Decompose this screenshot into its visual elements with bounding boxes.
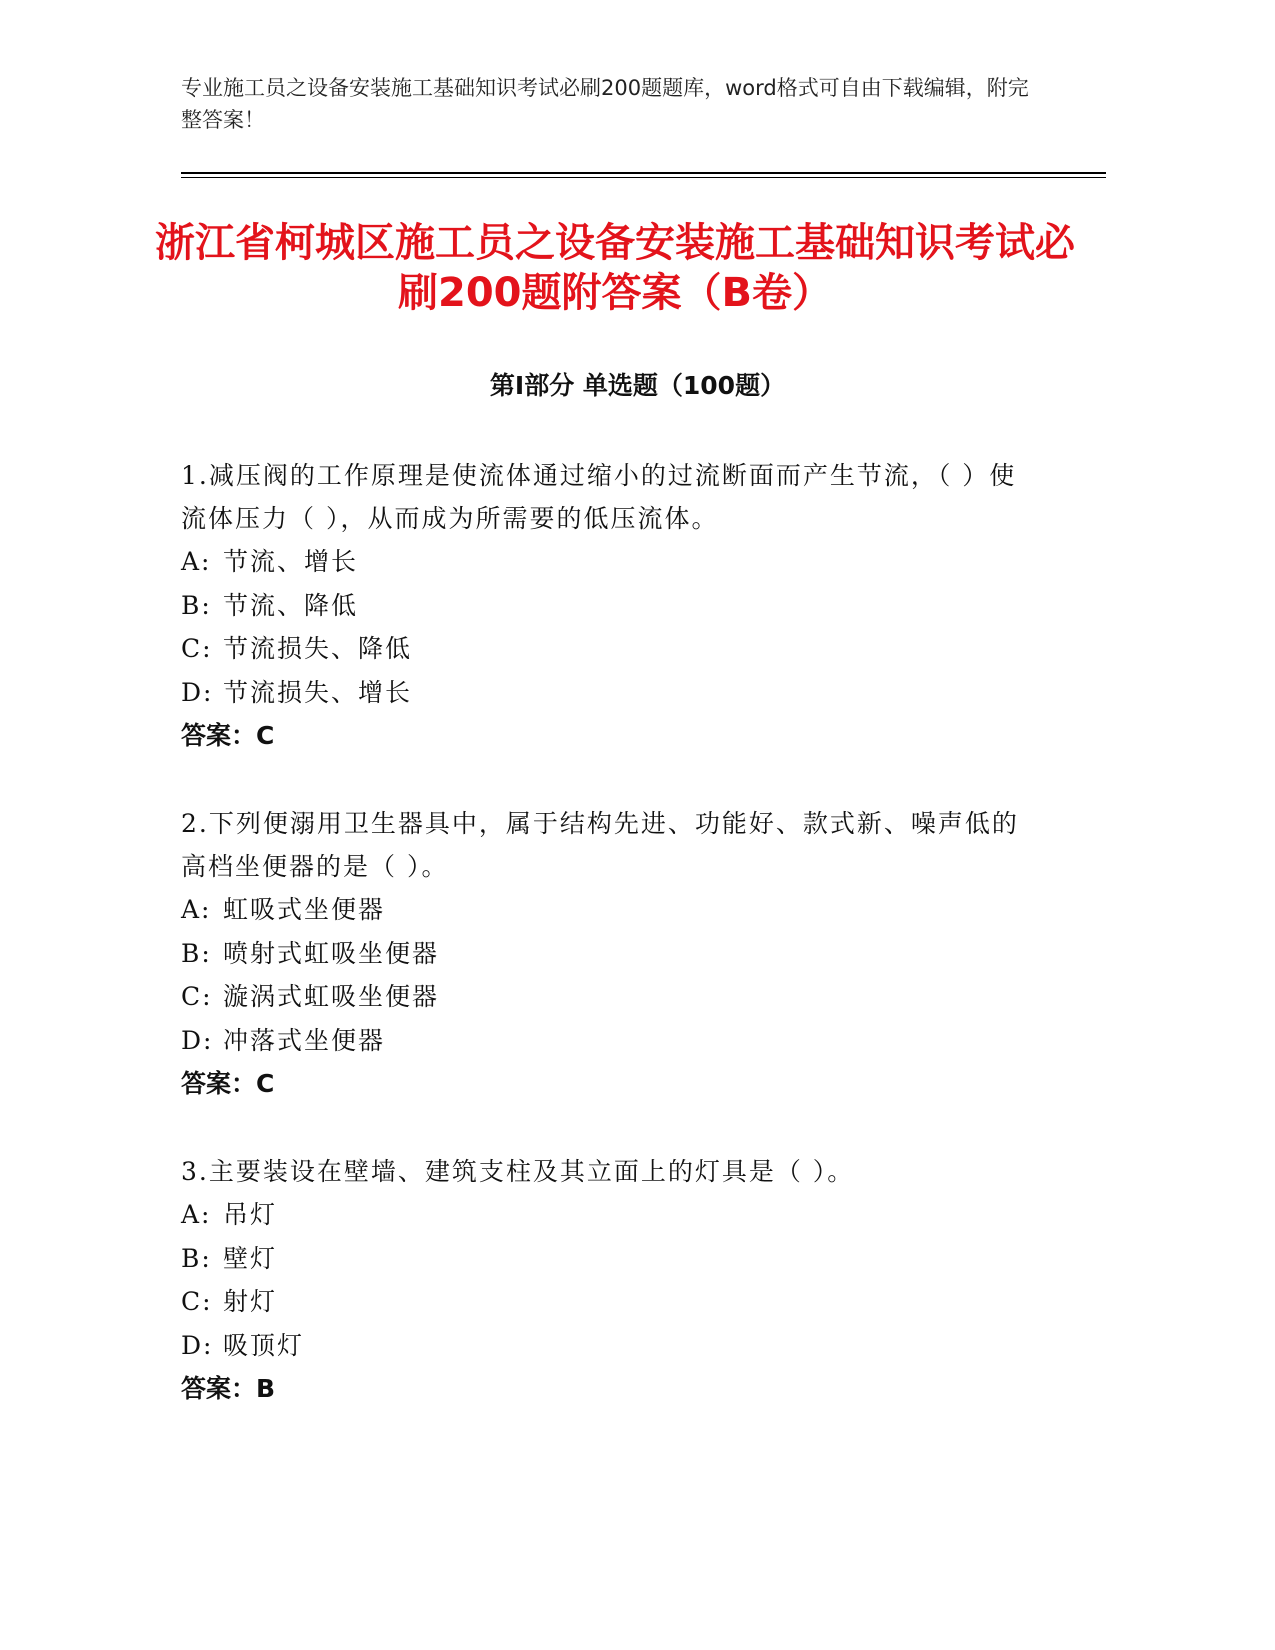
- option-d: [181, 1324, 1041, 1368]
- question-block: [181, 1150, 1041, 1411]
- option-c: [181, 1280, 1041, 1324]
- option-letter: C:: [181, 982, 213, 1011]
- option-b: [181, 932, 1041, 976]
- option-letter: D:: [181, 1025, 214, 1055]
- header-divider-thin: [181, 177, 1106, 178]
- option-letter: A:: [181, 895, 212, 924]
- option-letter: B:: [181, 590, 212, 620]
- option-text: 吊灯: [223, 1200, 278, 1229]
- option-text: 吸顶灯: [223, 1330, 305, 1360]
- header-divider-thick: [181, 172, 1106, 174]
- option-text: 壁灯: [223, 1243, 278, 1273]
- option-text: 节流损失、增长: [223, 677, 413, 707]
- option-text: 射灯: [223, 1287, 278, 1316]
- option-letter: A:: [181, 547, 212, 576]
- question-block: [181, 454, 1041, 758]
- option-text: 节流、增长: [223, 547, 359, 576]
- option-letter: B:: [181, 1243, 212, 1273]
- question-text: 1.减压阀的工作原理是使流体通过缩小的过流断面而产生节流，（ ）使流体压力（ ），从而成为所需要的低压流体。: [181, 461, 1017, 533]
- option-a: [181, 1193, 1041, 1237]
- option-a: [181, 888, 1041, 932]
- document-title: 浙江省柯城区施工员之设备安装施工基础知识考试必刷200题附答案（B卷）: [155, 220, 1075, 316]
- option-text: 虹吸式坐便器: [223, 895, 386, 924]
- option-letter: C:: [181, 634, 213, 663]
- header-note: 专业施工员之设备安装施工基础知识考试必刷200题题库，word格式可自由下载编辑，附完整答案！: [181, 76, 1029, 132]
- option-letter: D:: [181, 677, 214, 707]
- answer-line: 答案：C: [181, 721, 275, 750]
- option-c: [181, 975, 1041, 1019]
- option-d: [181, 1019, 1041, 1063]
- option-letter: A:: [181, 1200, 212, 1229]
- question-text: 2.下列便溺用卫生器具中，属于结构先进、功能好、款式新、噪声低的高档坐便器的是（ ）。: [181, 809, 1019, 881]
- question-text: 3.主要装设在壁墙、建筑支柱及其立面上的灯具是（ ）。: [181, 1157, 855, 1186]
- section-heading: 第Ⅰ部分 单选题（100题）: [489, 371, 786, 400]
- option-text: 喷射式虹吸坐便器: [223, 938, 440, 968]
- answer-line: 答案：C: [181, 1069, 275, 1098]
- option-text: 冲落式坐便器: [223, 1025, 386, 1055]
- option-text: 节流损失、降低: [223, 634, 413, 663]
- question-block: [181, 802, 1041, 1106]
- option-letter: D:: [181, 1330, 214, 1360]
- option-text: 节流、降低: [223, 590, 359, 620]
- option-letter: C:: [181, 1287, 213, 1316]
- option-d: [181, 671, 1041, 715]
- option-a: [181, 540, 1041, 584]
- option-b: [181, 1237, 1041, 1281]
- option-letter: B:: [181, 938, 212, 968]
- option-b: [181, 584, 1041, 628]
- option-c: [181, 627, 1041, 671]
- option-text: 漩涡式虹吸坐便器: [223, 982, 440, 1011]
- answer-line: 答案：B: [181, 1374, 276, 1403]
